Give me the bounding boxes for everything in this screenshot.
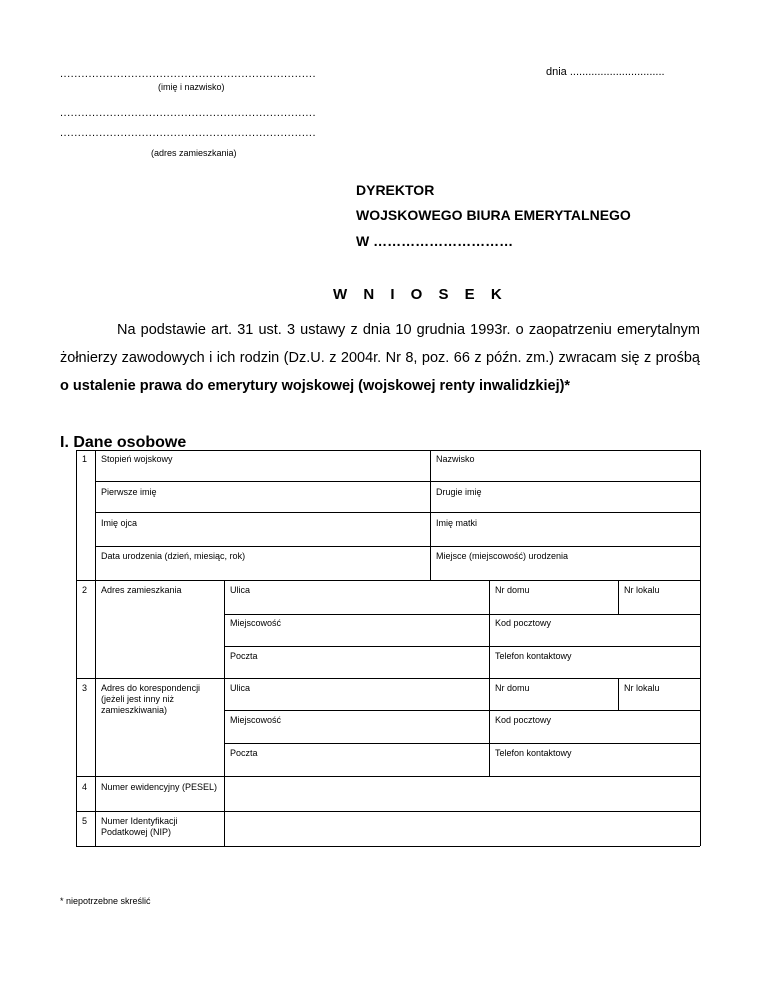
post-office-label: Poczta [230, 748, 258, 758]
address-caption: (adres zamieszkania) [151, 148, 237, 158]
street-label: Ulica [230, 585, 251, 595]
date-field: dnia ............................... [546, 66, 665, 78]
rank-label: Stopień wojskowy [101, 454, 173, 464]
surname-label: Nazwisko [436, 454, 475, 464]
addressee-line-3: W ………………………… [356, 233, 514, 249]
city-label: Miejscowość [230, 618, 282, 628]
father-name-label: Imię ojca [101, 518, 138, 528]
city-label: Miejscowość [230, 715, 282, 725]
intro-paragraph [60, 316, 700, 400]
phone-label: Telefon kontaktowy [495, 748, 572, 758]
footnote: * niepotrzebne skreślić [60, 896, 151, 906]
second-name-label: Drugie imię [436, 487, 482, 497]
house-number-label: Nr domu [495, 683, 530, 693]
address-line-2: ........................................................................ [60, 127, 317, 139]
row-number-5: 5 [82, 816, 88, 826]
apartment-number-label: Nr lokalu [624, 585, 660, 595]
row-number-3: 3 [82, 683, 88, 693]
street-label: Ulica [230, 683, 251, 693]
row-number-2: 2 [82, 585, 88, 595]
first-name-label: Pierwsze imię [101, 487, 157, 497]
name-line: ........................................................................ [60, 68, 317, 80]
postal-code-label: Kod pocztowy [495, 715, 552, 725]
apartment-number-label: Nr lokalu [624, 683, 660, 693]
post-office-label: Poczta [230, 651, 258, 661]
intro-request: o ustalenie prawa do emerytury wojskowej (wojskowej renty inwalidzkiej)* [60, 378, 571, 394]
birth-date-label: Data urodzenia (dzień, miesiąc, rok) [101, 551, 246, 561]
section-title: I. Dane osobowe [60, 434, 187, 451]
addressee-line-1: DYREKTOR [356, 182, 435, 198]
mother-name-label: Imię matki [436, 518, 478, 528]
nip-label: Numer Identyfikacji Podatkowej (NIP) [101, 816, 178, 837]
document-title: W N I O S E K [333, 286, 508, 303]
addressee-line-2: WOJSKOWEGO BIURA EMERYTALNEGO [356, 207, 631, 223]
postal-code-label: Kod pocztowy [495, 618, 552, 628]
residence-address-label: Adres zamieszkania [101, 585, 182, 595]
row-number-4: 4 [82, 782, 88, 792]
row-number-1: 1 [82, 454, 88, 464]
intro-text: Na podstawie art. 31 ust. 3 ustawy z dnia 10 grudnia 1993r. o zaopatrzeniu emerytalnym żołnierzy zawodowych i ich rodzin (Dz.U. z 2004r. Nr 8, poz. 66 z późn. zm.) zwracam się z prośbą [60, 322, 700, 366]
house-number-label: Nr domu [495, 585, 530, 595]
pesel-label: Numer ewidencyjny (PESEL) [101, 782, 218, 792]
address-line-1: ........................................................................ [60, 107, 317, 119]
phone-label: Telefon kontaktowy [495, 651, 572, 661]
birth-place-label: Miejsce (miejscowość) urodzenia [436, 551, 569, 561]
correspondence-address-label: Adres do korespondencji (jeżeli jest inny niż zamieszkiwania) [101, 683, 201, 715]
name-caption: (imię i nazwisko) [158, 82, 225, 92]
